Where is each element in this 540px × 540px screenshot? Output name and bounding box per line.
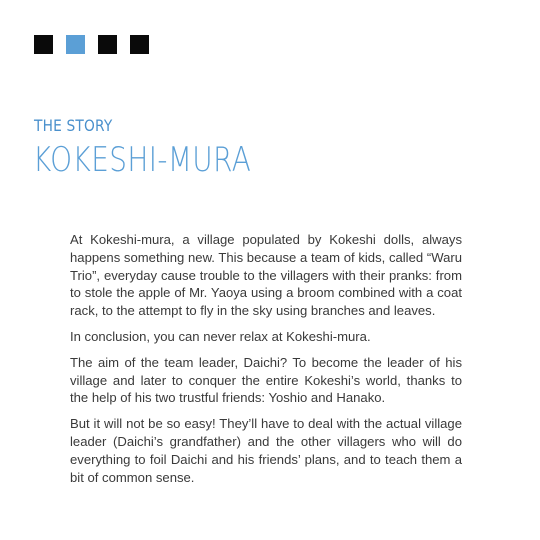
- story-paragraph-4: But it will not be so easy! They’ll have to deal with the actual village leader (Daichi’s grandfather) and the other villagers who will do everything to foil Daichi and his friends’ plans, and to teach them a bit of common sense.: [70, 416, 462, 485]
- section-kicker: THE STORY: [34, 116, 113, 135]
- story-paragraph-1: At Kokeshi-mura, a village populated by Kokeshi dolls, always happens something new. This because a team of kids, called “Waru Trio”, everyday cause trouble to the villagers with their pranks: from to stole the apple of Mr. Yaoya using a broom combined with a coat rack, to the attempt to fly in the sky using branches and leaves.: [70, 232, 462, 319]
- story-paragraph-2: In conclusion, you can never relax at Kokeshi-mura.: [70, 328, 371, 344]
- page-dot-2-active[interactable]: [66, 35, 85, 54]
- page-indicator: [34, 35, 149, 54]
- page-dot-4[interactable]: [130, 35, 149, 54]
- page-dot-3[interactable]: [98, 35, 117, 54]
- story-paragraph-3: The aim of the team leader, Daichi? To become the leader of his village and later to conquer the entire Kokeshi’s world, thanks to the help of his two trustful friends: Yoshio and Hanako.: [70, 354, 462, 406]
- story-text: [70, 231, 462, 494]
- page-title: KOKESHI-MURA: [33, 140, 252, 180]
- page-dot-1[interactable]: [34, 35, 53, 54]
